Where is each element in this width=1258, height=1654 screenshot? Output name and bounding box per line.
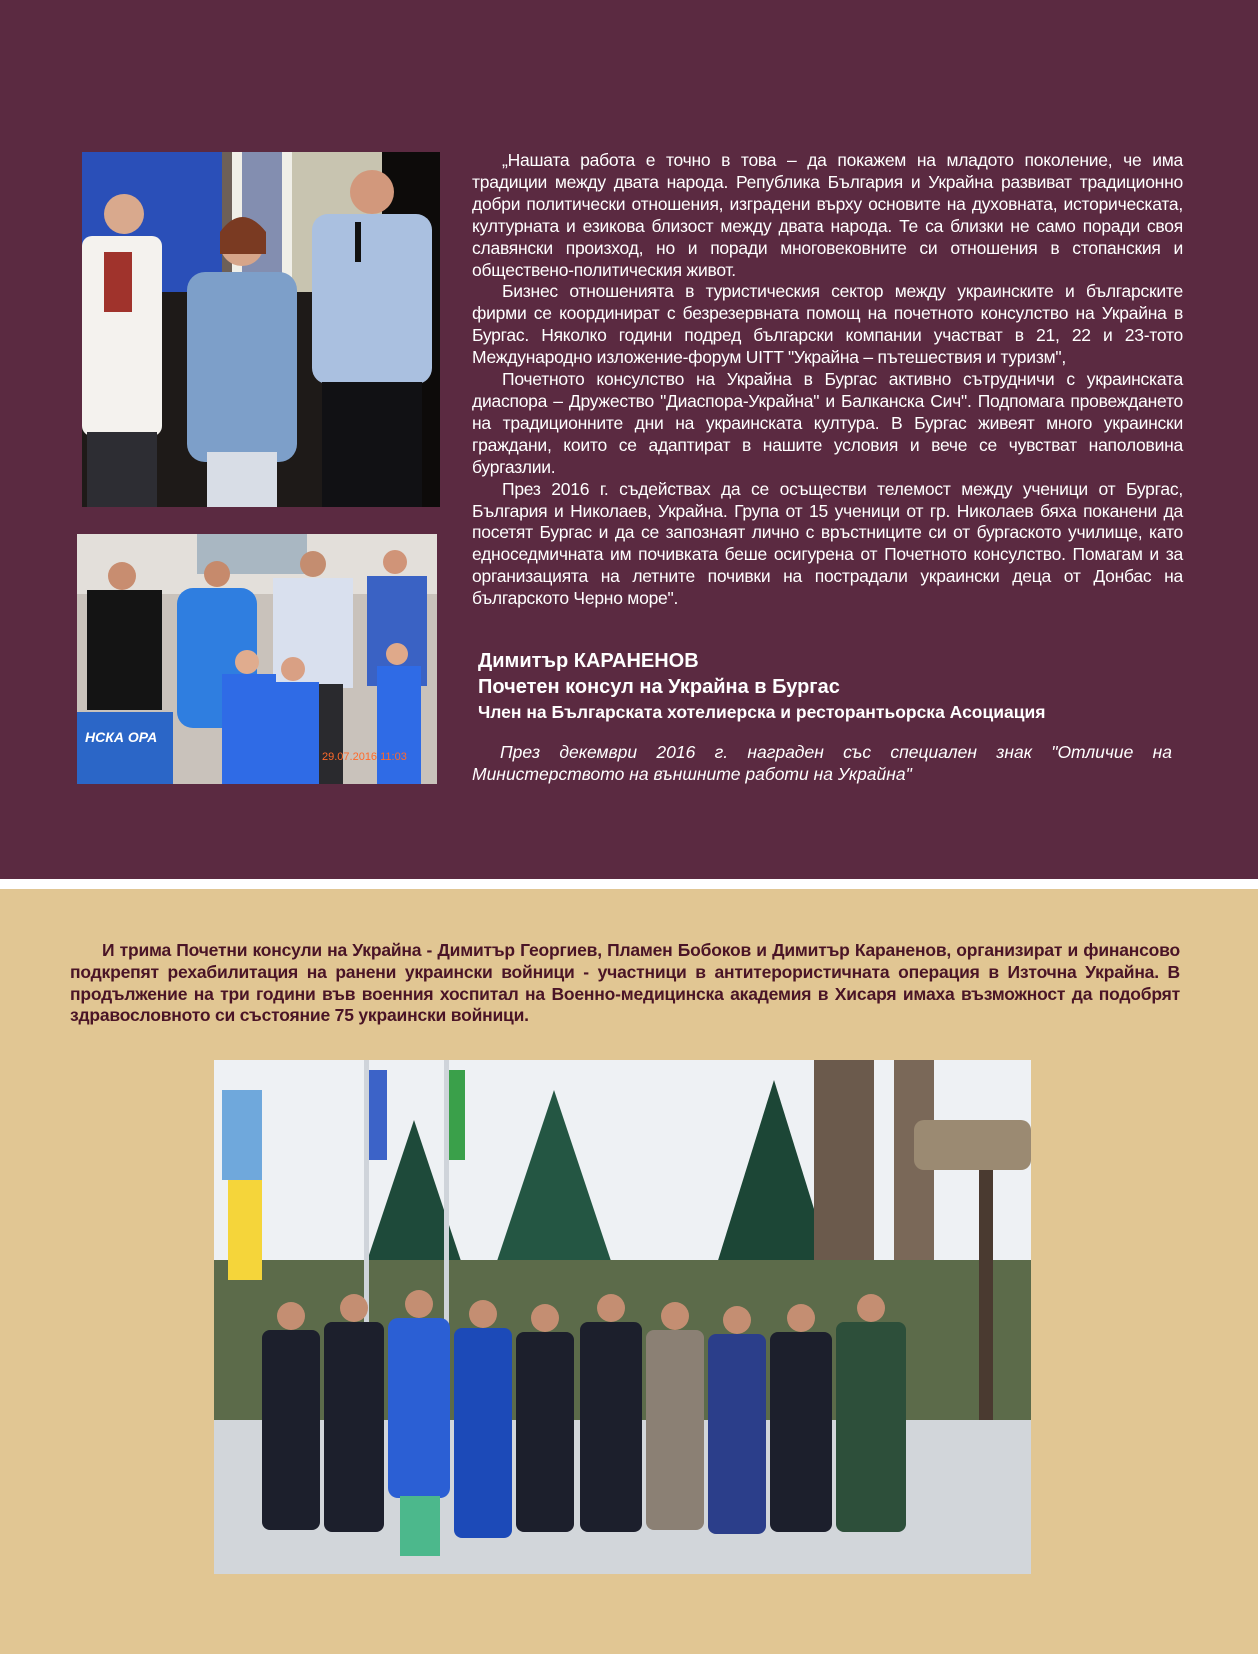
rehabilitation-paragraph: И трима Почетни консули на Украйна - Димитър Георгиев, Пламен Бобоков и Димитър Караненов, организират и финансово подкрепят рехабилитация на ранени украински войници - участници в антитерористичната операция в Източна Украйна. В продължение на три години във военния хоспитал на Военно-медицинска академия в Хисаря имаха възможност да подобрят здравословното си състояние 75 украински войници.: [70, 940, 1180, 1026]
photo-soldiers-group: [214, 1060, 1031, 1574]
signature-membership: Член на Българската хотелиерска и ресторантьорска Асоциация: [478, 702, 1046, 722]
award-note: През декември 2016 г. награден със специален знак "Отличие на Министерството на външните работи на Украйна": [472, 742, 1172, 784]
banner-text: НСКА ОРА: [85, 729, 158, 745]
quote-paragraph: През 2016 г. съдействах да се осъществи телемост между ученици от Бургас, България и Николаев, Украйна. Група от 15 ученици от гр. Николаев бяха поканени да посетят Бургас и да се запознаят лично с връстниците си от бургаското училище, като едноседмичната им почивката беше осигурена от Почетното консулство. Помагам и за организацията на летните почивки на пострадали украински деца от Донбас на българското Черно море".: [472, 478, 1183, 609]
quote-paragraph: Почетното консулство на Украйна в Бургас активно сътрудничи с украинската диаспора – Дружество "Диаспора-Украйна" и Балканска Сич". Подпомага провеждането на традиционните дни на украинската култура. В Бургас живеят много украински граждани, които се адаптират в нашите условия и вече се чувстват наполовина бургазлии.: [472, 369, 1183, 477]
signature-name: Димитър КАРАНЕНОВ: [478, 650, 699, 672]
photo-children-group: [77, 534, 437, 784]
quote-paragraph: „Нашата работа е точно в това – да покажем на младото поколение, че има традиции между двата народа. Република България и Украйна развиват традиционно добри политически отношения, изградени върху основите на духовната, историческата, културната и езикова близост между двата народа. Те са близки не само поради своя славянски произход, но и поради многовековните си отношения в стопанския и обществено-политическия живот.: [472, 150, 1183, 280]
signature-title: Почетен консул на Украйна в Бургас: [478, 676, 840, 698]
quote-paragraph: Бизнес отношенията в туристическия сектор между украинските и българските фирми се координират с безрезервната помощ на почетното консулство на Украйна в Бургас. Няколко години подред български компании участват в 21, 22 и 23-тото Международно изложение-форум UITT "Украйна – пътешествия и туризм",: [472, 281, 1183, 368]
signature-block: [478, 648, 1045, 724]
consul-quote: [472, 150, 1183, 610]
photo-consul-with-guests: [82, 152, 440, 507]
photo-date-stamp: 29.07.2016 11:03: [322, 751, 407, 763]
